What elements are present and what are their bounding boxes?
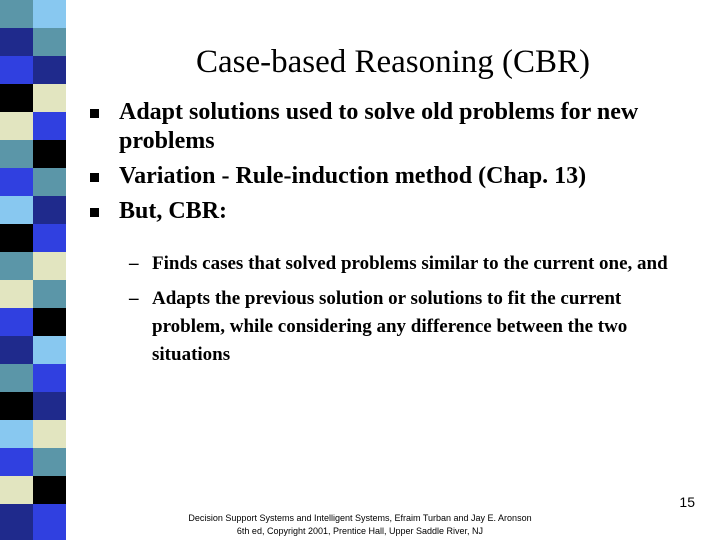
slide-title: Case-based Reasoning (CBR) bbox=[195, 44, 591, 80]
sub-bullet-text: Adapts the previous solution or solutions to fit the current problem, while considering any difference between the two situations bbox=[152, 288, 628, 365]
bullet-item bbox=[90, 162, 700, 191]
stripe-pattern bbox=[0, 0, 66, 540]
sub-bullet-list bbox=[129, 250, 689, 376]
square-bullet-icon bbox=[90, 208, 99, 217]
dash-marker: – bbox=[129, 288, 139, 309]
dash-marker: – bbox=[129, 253, 139, 274]
bullet-item bbox=[90, 98, 700, 156]
bullet-item bbox=[90, 197, 700, 226]
page-number: 15 bbox=[679, 494, 695, 510]
footer-line-1: Decision Support Systems and Intelligent Systems, Efraim Turban and Jay E. Aronson bbox=[188, 513, 532, 523]
sub-bullet-item bbox=[129, 285, 689, 369]
square-bullet-icon bbox=[90, 109, 99, 118]
bullet-text: Adapt solutions used to solve old problems for new problems bbox=[119, 99, 639, 154]
footer-line-2: 6th ed, Copyright 2001, Prentice Hall, Upper Saddle River, NJ bbox=[236, 526, 484, 536]
square-bullet-icon bbox=[90, 173, 99, 182]
footer-citation bbox=[150, 512, 570, 538]
bullet-text: But, CBR: bbox=[119, 198, 228, 224]
bullet-list bbox=[90, 98, 700, 232]
bullet-text: Variation - Rule-induction method (Chap. 13) bbox=[119, 163, 587, 189]
decorative-stripe-bar bbox=[0, 0, 66, 540]
sub-bullet-item bbox=[129, 250, 689, 278]
sub-bullet-text: Finds cases that solved problems similar to the current one, and bbox=[152, 253, 668, 274]
